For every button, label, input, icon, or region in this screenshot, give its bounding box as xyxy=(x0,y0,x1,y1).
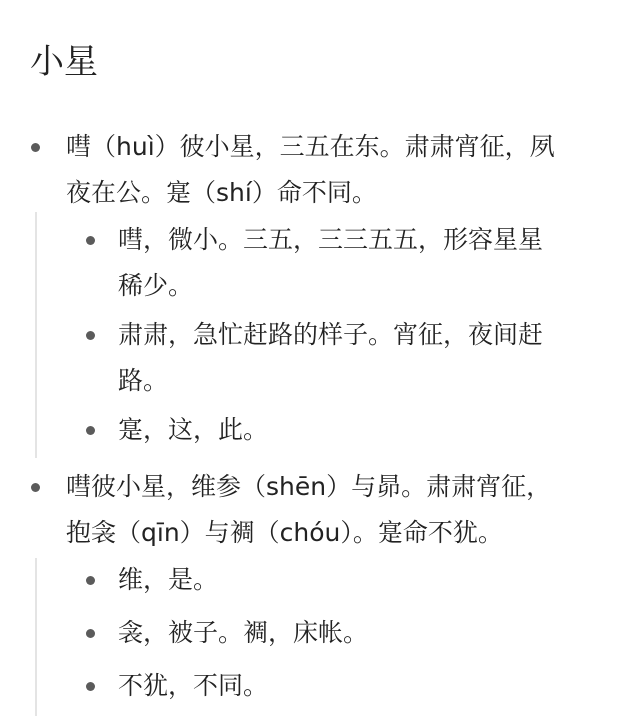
note-line: 维，是。 xyxy=(118,565,219,594)
bullet-icon xyxy=(86,629,95,638)
page-title: 小星 xyxy=(30,42,98,82)
note-text xyxy=(118,217,543,309)
note-line: 肃肃，急忙赶路的样子。宵征，夜间赶 xyxy=(118,320,544,349)
note-text xyxy=(118,557,218,603)
bullet-icon xyxy=(86,331,95,340)
stanza-text xyxy=(66,464,551,556)
bullet-icon xyxy=(31,143,40,152)
note-line: 嘒，微小。三五，三三五五，形容星星 xyxy=(118,225,544,254)
bullet-icon xyxy=(86,682,95,691)
stanza-text xyxy=(66,124,555,216)
note-text xyxy=(118,407,268,453)
note-line: 不犹，不同。 xyxy=(118,671,269,700)
note-line: 稀少。 xyxy=(118,271,194,300)
stanza-line: 嘒（huì）彼小星，三五在东。肃肃宵征，夙 xyxy=(66,132,555,161)
note-text xyxy=(118,663,268,709)
note-text xyxy=(118,610,368,656)
bullet-icon xyxy=(86,426,95,435)
note-text xyxy=(118,312,543,404)
stanza-line: 夜在公。寔（shí）命不同。 xyxy=(66,178,377,207)
bullet-icon xyxy=(86,236,95,245)
bullet-icon xyxy=(86,576,95,585)
indent-rule xyxy=(35,212,37,458)
stanza-line: 嘒彼小星，维参（shēn）与昴。肃肃宵征， xyxy=(66,472,552,501)
stanza-line: 抱衾（qīn）与裯（chóu）。寔命不犹。 xyxy=(66,518,503,547)
note-line: 寔，这，此。 xyxy=(118,415,269,444)
note-line: 路。 xyxy=(118,366,169,395)
note-line: 衾，被子。裯，床帐。 xyxy=(118,618,369,647)
bullet-icon xyxy=(31,483,40,492)
indent-rule xyxy=(35,558,37,716)
